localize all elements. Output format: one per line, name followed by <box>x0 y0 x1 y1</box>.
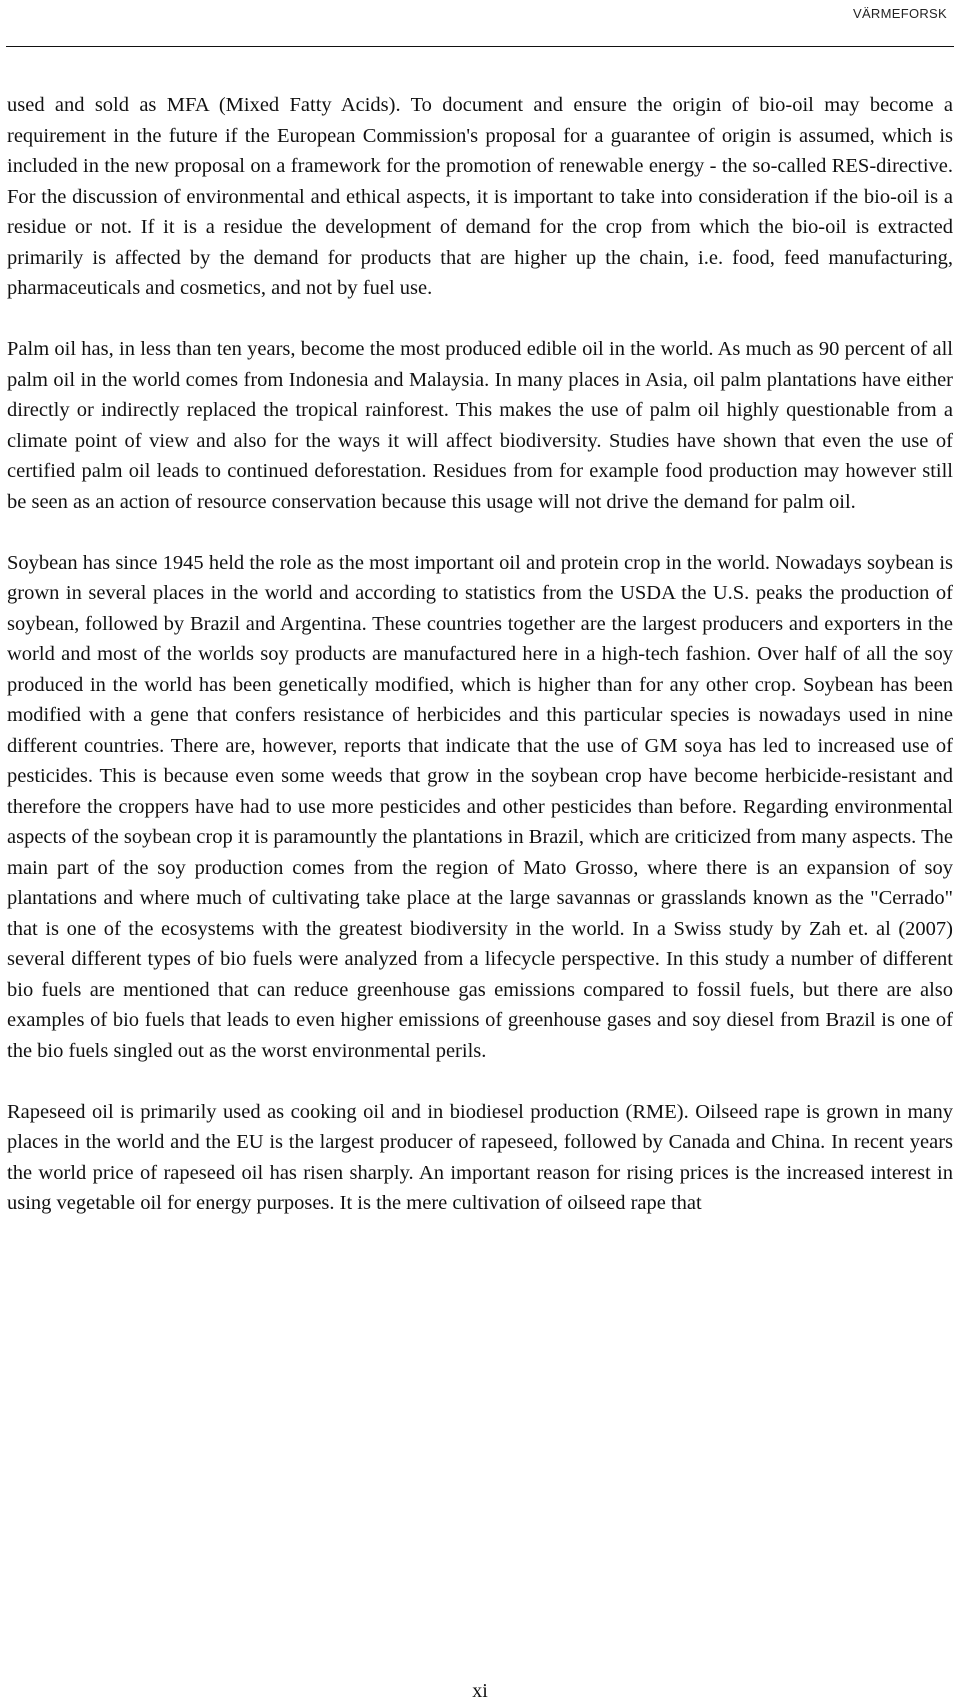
paragraph-bio-oil-origin: used and sold as MFA (Mixed Fatty Acids). To document and ensure the origin of bio-oil may become a requirement in the future if the European Commission's proposal for a guarantee of origin is assumed, which is included in the new proposal on a framework for the promotion of renewable energy - the so-called RES-directive. For the discussion of environmental and ethical aspects, it is important to take into consideration if the bio-oil is a residue or not. If it is a residue the development of demand for the crop from which the bio-oil is extracted primarily is affected by the demand for products that are higher up the chain, i.e. food, feed manufacturing, pharmaceuticals and cosmetics, and not by fuel use. <box>7 94 953 299</box>
header-divider <box>6 46 954 47</box>
paragraph-palm-oil: Palm oil has, in less than ten years, become the most produced edible oil in the world. As much as 90 percent of all palm oil in the world comes from Indonesia and Malaysia. In many places in Asia, oil palm plantations have either directly or indirectly replaced the tropical rainforest. This makes the use of palm oil highly questionable from a climate point of view and also for the ways it will affect biodiversity. Studies have shown that even the use of certified palm oil leads to continued deforestation. Residues from for example food production may however still be seen as an action of resource conservation because this usage will not drive the demand for palm oil. <box>7 338 953 513</box>
paragraph-soybean: Soybean has since 1945 held the role as the most important oil and protein crop in the world. Nowadays soybean is grown in several places in the world and according to statistics from the USDA the U.S. peaks the production of soybean, followed by Brazil and Argentina. These countries together are the largest producers and exporters in the world and most of the worlds soy products are manufactured here in a high-tech fashion. Over half of all the soy produced in the world has been genetically modified, which is higher than for any other crop. Soybean has been modified with a gene that confers resistance of herbicides and this particular species is nowadays used in nine different countries. There are, however, reports that indicate that the use of GM soya has led to increased use of pesticides. This is because even some weeds that grow in the soybean crop have become herbicide-resistant and therefore the croppers have had to use more pesticides and other pesticides than before. Regarding environmental aspects of the soybean crop it is paramountly the plantations in Brazil, which are criticized from many aspects. The main part of the soy production comes from the region of Mato Grosso, where there is an expansion of soy plantations and where much of cultivating take place at the large savannas or grasslands known as the "Cerrado" that is one of the ecosystems with the greatest biodiversity in the world. In a Swiss study by Zah et. al (2007) several different types of bio fuels were analyzed from a lifecycle perspective. In this study a number of different bio fuels are mentioned that can reduce greenhouse gas emissions compared to fossil fuels, but there are also examples of bio fuels that leads to even higher emissions of greenhouse gases and soy diesel from Brazil is one of the bio fuels singled out as the worst environmental perils. <box>7 551 953 1062</box>
header-label: VÄRMEFORSK <box>852 6 947 21</box>
page-header <box>0 0 960 48</box>
paragraph-rapeseed-oil: Rapeseed oil is primarily used as cooking oil and in biodiesel production (RME). Oilseed rape is grown in many places in the world and the EU is the largest producer of rapeseed, followed by Canada and China. In recent years the world price of rapeseed oil has risen sharply. An important reason for rising prices is the increased interest in using vegetable oil for energy purposes. It is the mere cultivation of oilseed rape that <box>7 1100 953 1214</box>
page-number: xi <box>472 1680 488 1702</box>
document-body <box>7 90 953 1249</box>
